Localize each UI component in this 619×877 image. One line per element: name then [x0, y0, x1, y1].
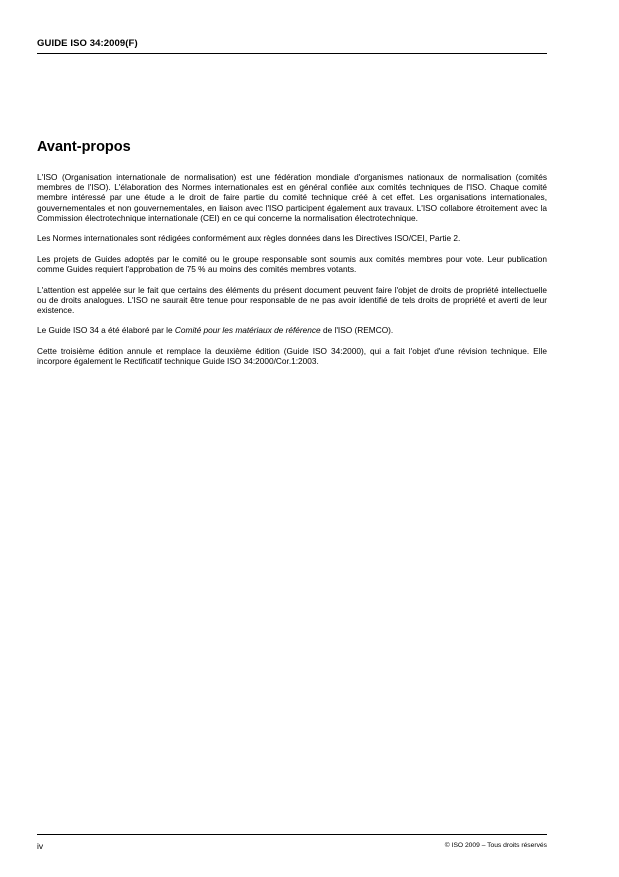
page-header — [37, 38, 547, 54]
document-reference: GUIDE ISO 34:2009(F) — [37, 38, 138, 49]
section-title: Avant-propos — [37, 139, 131, 155]
paragraph-iso-organisation: L'ISO (Organisation internationale de normalisation) est une fédération mondiale d'organismes nationaux de normalisation (comités membres de l'ISO). L'élaboration des Normes internationales est en général confiée aux comités techniques de l'ISO. Chaque comité membre intéressé par une étude a le droit de faire partie du comité technique créé à cet effet. Les organisations internationales, gouvernementales et non gouvernementales, en liaison avec l'ISO participent également aux travaux. L'ISO collabore étroitement avec la Commission électrotechnique internationale (CEI) en ce qui concerne la normalisation électrotechnique. — [37, 172, 547, 223]
page-footer — [37, 834, 547, 853]
page-number: iv — [37, 841, 44, 851]
paragraph-directives: Les Normes internationales sont rédigées conformément aux règles données dans les Directives ISO/CEI, Partie 2. — [37, 233, 461, 244]
remco-text-before: Le Guide ISO 34 a été élaboré par le — [37, 325, 175, 336]
foreword-body — [37, 172, 547, 377]
paragraph-patent-rights: L'attention est appelée sur le fait que certains des éléments du présent document peuvent faire l'objet de droits de propriété intellectuelle ou de droits analogues. L'ISO ne saurait être tenue pour responsable de ne pas avoir identifié de tels droits de propriété et averti de leur existence. — [37, 284, 547, 315]
paragraph-edition: Cette troisième édition annule et remplace la deuxième édition (Guide ISO 34:2000), qui a fait l'objet d'une révision technique. Elle incorpore également le Rectificatif technique Guide ISO 34:2000/Cor.1:2003. — [37, 345, 547, 367]
copyright-notice: © ISO 2009 – Tous droits réservés — [444, 842, 547, 849]
remco-text-after: de l'ISO (REMCO). — [320, 325, 394, 336]
paragraph-guide-voting: Les projets de Guides adoptés par le comité ou le groupe responsable sont soumis aux comités membres pour vote. Leur publication comme Guides requiert l'approbation de 75 % au moins des comités membres votants. — [37, 253, 547, 275]
paragraph-remco — [37, 325, 547, 335]
committee-name: Comité pour les matériaux de référence — [174, 325, 321, 336]
